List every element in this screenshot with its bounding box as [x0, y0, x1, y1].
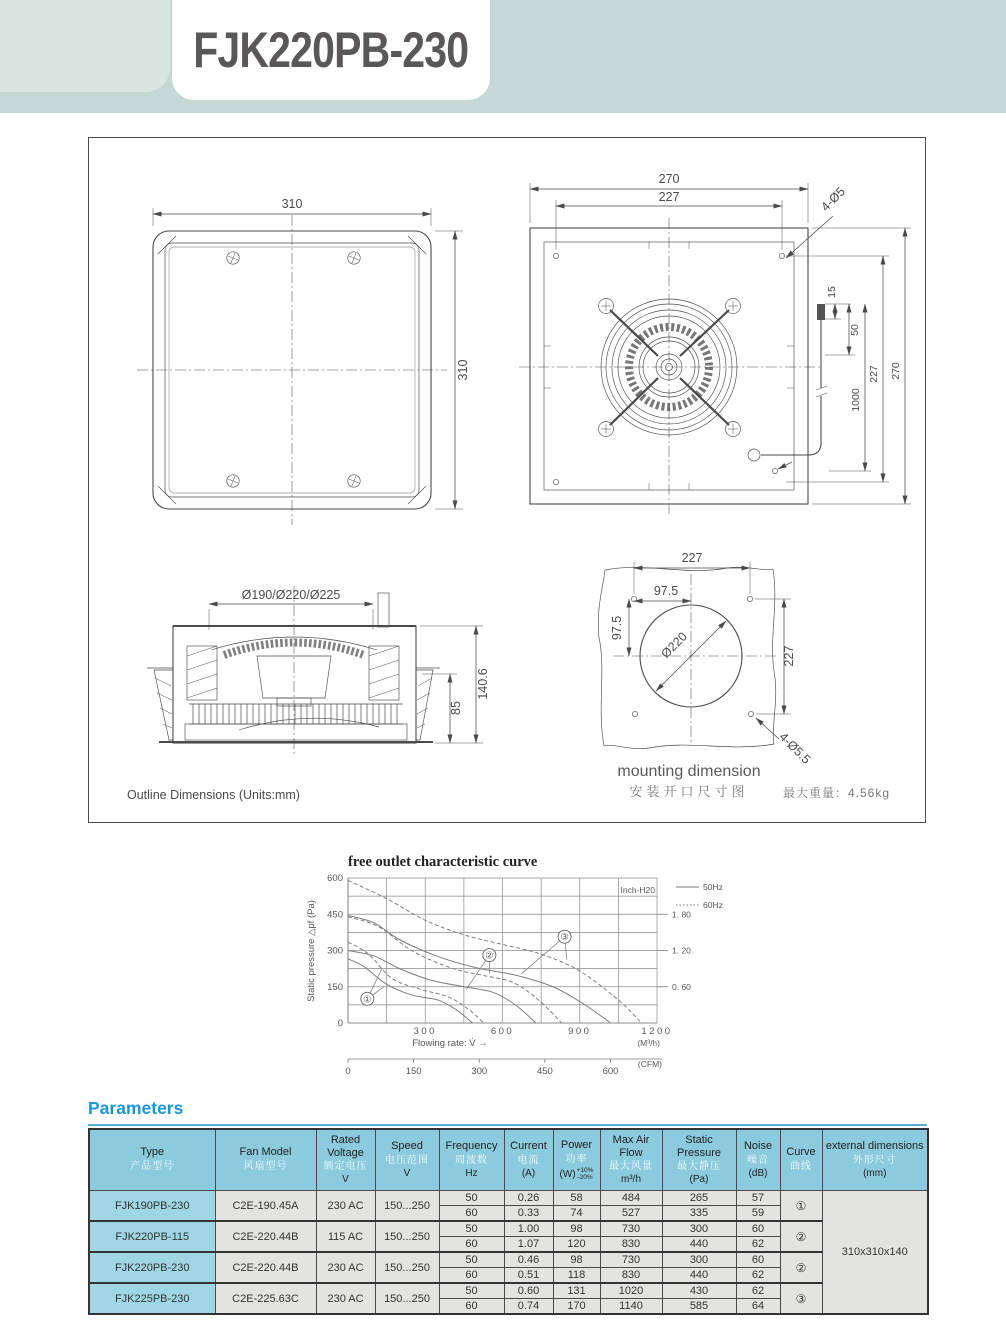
svg-text:300: 300 — [413, 1026, 437, 1037]
dim-back-inner: 227 — [658, 190, 680, 204]
svg-text:450: 450 — [327, 909, 343, 921]
title-box — [172, 0, 490, 100]
legend-50Hz: 50Hz — [703, 882, 723, 892]
front-view — [137, 197, 470, 525]
back-view — [519, 172, 911, 516]
screw — [227, 252, 239, 264]
outline-caption: Outline Dimensions (Units:mm) — [127, 788, 300, 802]
chart-title: free outlet characteristic curve — [348, 854, 538, 870]
svg-text:600: 600 — [327, 873, 343, 884]
dim-cord-50: 50 — [849, 324, 861, 336]
x-axis-label: Flowing rate: V̇ → — [412, 1038, 488, 1049]
outline-dimensions-box — [88, 137, 926, 823]
table-row: 60 0.51 118 830 440 62 — [89, 1268, 928, 1284]
col-external-dimensions: external dimensions 外形尺寸 (mm) — [822, 1129, 928, 1191]
svg-text:0: 0 — [345, 1066, 351, 1077]
flared-wedge — [147, 668, 173, 740]
table-row: 60 1.07 120 830 440 62 — [89, 1237, 928, 1253]
legend-60Hz: 60Hz — [703, 900, 723, 910]
col-frequency: Frequency 周波数 Hz — [439, 1129, 504, 1191]
fan-grille — [599, 299, 741, 437]
external-dimensions-cell: 310x310x140 — [822, 1191, 928, 1315]
dim-mount-holes: 4-Ø5.5 — [776, 729, 814, 767]
table-row: 60 0.74 170 1140 585 64 — [89, 1299, 928, 1315]
dim-cord-tip: 15 — [826, 286, 838, 298]
dim-back-outer: 270 — [658, 172, 680, 186]
col-current: Current 电流 (A) — [504, 1129, 553, 1191]
mounting-caption-en: mounting dimension — [617, 763, 761, 780]
dim-mount-h: 97.5 — [653, 584, 679, 598]
screw — [348, 475, 360, 487]
dim-back-right-outer: 270 — [890, 362, 902, 380]
dim-mount-circle: Ø220 — [658, 629, 690, 661]
svg-text:300: 300 — [327, 945, 343, 957]
col-max-air-flow: Max Air Flow 最大风量 m³/h — [600, 1129, 662, 1191]
technical-drawings — [89, 138, 924, 821]
svg-text:150: 150 — [405, 1066, 422, 1077]
mounting-caption-zh: 安装开口尺寸图 — [629, 784, 749, 799]
x-unit-primary: (M³/h) — [637, 1038, 660, 1048]
dim-back-holes: 4-Ø5 — [818, 184, 848, 214]
dim-side-height: 140.6 — [476, 668, 490, 700]
characteristic-curve-chart — [300, 853, 740, 1093]
curve3-50Hz — [348, 915, 611, 1023]
table-header-row — [89, 1129, 928, 1191]
svg-text:150: 150 — [327, 981, 343, 993]
mounting-view — [598, 551, 813, 799]
col-power: Power 功率 (W) +10% -20% — [553, 1129, 600, 1191]
col-noise: Noise 噪音 (dB) — [736, 1129, 780, 1191]
dim-side-depth: 85 — [449, 701, 463, 715]
fin-comb — [189, 704, 403, 724]
svg-text:0. 60: 0. 60 — [672, 981, 691, 992]
table-row: FJK190PB-230 C2E-190.45A 230 AC 150...250 50 0.26 58 484 265 57 ① 310x310x140 — [89, 1191, 928, 1206]
col-curve: Curve 曲线 — [780, 1129, 822, 1191]
curve-label: ③ — [560, 932, 569, 944]
curve-label: ① — [363, 994, 372, 1006]
chart-svg — [300, 853, 740, 1093]
col-type: Type 产品型号 — [89, 1129, 215, 1191]
table-row: FJK220PB-115 C2E-220.44B 115 AC 150...250 50 1.00 98 730 300 60 ② — [89, 1221, 928, 1237]
parameters-underline — [88, 1124, 927, 1126]
right-axis-label: Inch-H20 — [620, 885, 655, 895]
svg-text:600: 600 — [490, 1026, 515, 1037]
parameters-table — [88, 1128, 929, 1315]
dim-mount-v: 97.5 — [610, 615, 624, 641]
dim-cable-length: 1000 — [850, 388, 862, 412]
hatched-block — [187, 646, 217, 700]
page-title: FJK220PB-230 — [193, 22, 469, 78]
svg-text:300: 300 — [471, 1066, 488, 1077]
dim-front-height: 310 — [456, 359, 470, 381]
svg-text:1. 80: 1. 80 — [672, 909, 691, 920]
col-static-pressure: Static Pressure 最大静压 (Pa) — [662, 1129, 736, 1191]
svg-text:0: 0 — [337, 1018, 343, 1029]
screw — [348, 252, 360, 264]
side-view — [147, 586, 490, 754]
parameters-heading: Parameters — [88, 1098, 184, 1118]
screw — [227, 475, 239, 487]
power-cord — [748, 304, 827, 469]
col-fan-model: Fan Model 风扇型号 — [215, 1129, 316, 1191]
svg-text:1200: 1200 — [641, 1026, 673, 1037]
svg-text:1. 20: 1. 20 — [672, 945, 691, 956]
col-speed: Speed 电压范围 V — [375, 1129, 439, 1191]
table-row: FJK220PB-230 C2E-220.44B 230 AC 150...250 50 0.46 98 730 300 60 ② — [89, 1252, 928, 1268]
max-weight-label: 最大重量：4.56kg — [783, 786, 891, 800]
svg-text:900: 900 — [568, 1026, 592, 1037]
svg-text:450: 450 — [536, 1066, 553, 1077]
y-axis-label: Static pressure △pf (Pa) — [306, 900, 317, 1002]
col-rated-voltage: Rated Voltage 额定电压 V — [316, 1129, 375, 1191]
svg-text:600: 600 — [602, 1066, 619, 1077]
table-row: FJK225PB-230 C2E-225.63C 230 AC 150...250 50 0.60 131 1020 430 62 ③ — [89, 1283, 928, 1299]
x-unit-secondary: (CFM) — [637, 1059, 662, 1069]
header-corner-box — [0, 0, 170, 92]
table-row: 60 0.33 74 527 335 59 — [89, 1206, 928, 1222]
dim-back-right-inner: 227 — [868, 365, 880, 383]
hatched-block — [369, 646, 399, 700]
dim-side-diameters: Ø190/Ø220/Ø225 — [241, 588, 341, 602]
dim-mount-top: 227 — [681, 551, 703, 565]
dim-mount-right: 227 — [782, 645, 796, 667]
curve-label: ② — [485, 950, 494, 962]
dim-front-width: 310 — [281, 197, 303, 211]
flared-wedge — [416, 668, 440, 740]
